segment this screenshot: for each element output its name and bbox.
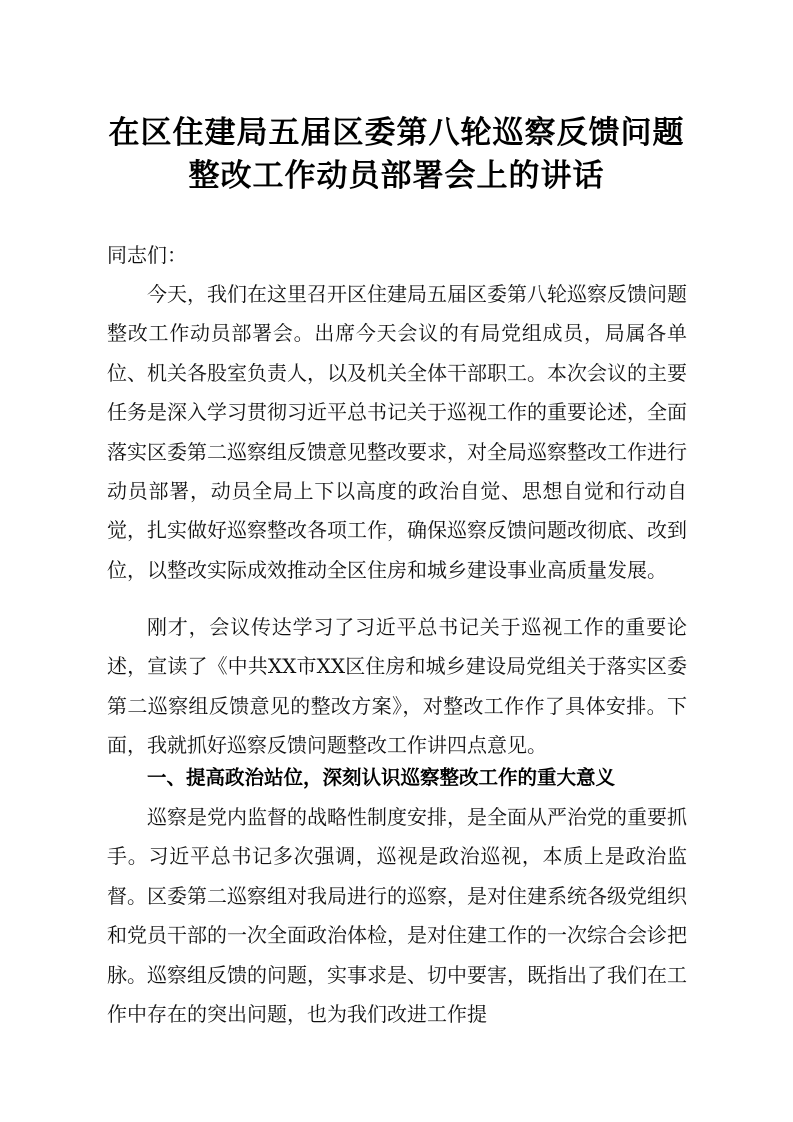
paragraph-agenda: 刚才，会议传达学习了习近平总书记关于巡视工作的重要论述，宣读了《中共XX市XX区住房和城乡建设局党组关于落实区委第二巡察组反馈意见的整改方案》，对整改工作作了具体安排。下面，我就抓好巡察反馈问题整改工作讲四点意见。 bbox=[107, 615, 687, 758]
paragraph-opening: 今天，我们在这里召开区住建局五届区委第八轮巡察反馈问题整改工作动员部署会。出席今天会议的有局党组成员，局属各单位、机关各股室负责人，以及机关全体干部职工。本次会议的主要任务是深入学习贯彻习近平总书记关于巡视工作的重要论述，全面落实区委第二巡察组反馈意见整改要求，对全局巡察整改工作进行动员部署，动员全局上下以高度的政治自觉、思想自觉和行动自觉，扎实做好巡察整改各项工作，确保巡察反馈问题改彻底、改到位，以整改实际成效推动全区住房和城乡建设事业高质量发展。 bbox=[107, 282, 687, 582]
paragraph-section-1-body: 巡察是党内监督的战略性制度安排，是全面从严治党的重要抓手。习近平总书记多次强调，巡视是政治巡视，本质上是政治监督。区委第二巡察组对我局进行的巡察，是对住建系统各级党组织和党员干部的一次全面政治体检，是对住建工作的一次综合会诊把脉。巡察组反馈的问题，实事求是、切中要害，既指出了我们在工作中存在的突出问题，也为我们改进工作提 bbox=[107, 805, 687, 1027]
document-title-line-1: 在区住建局五届区委第八轮巡察反馈问题 bbox=[108, 115, 685, 151]
section-heading-1: 一、提高政治站位，深刻认识巡察整改工作的重大意义 bbox=[147, 766, 616, 789]
document-title-line-2: 整改工作动员部署会上的讲话 bbox=[188, 158, 605, 194]
salutation: 同志们： bbox=[107, 243, 187, 267]
